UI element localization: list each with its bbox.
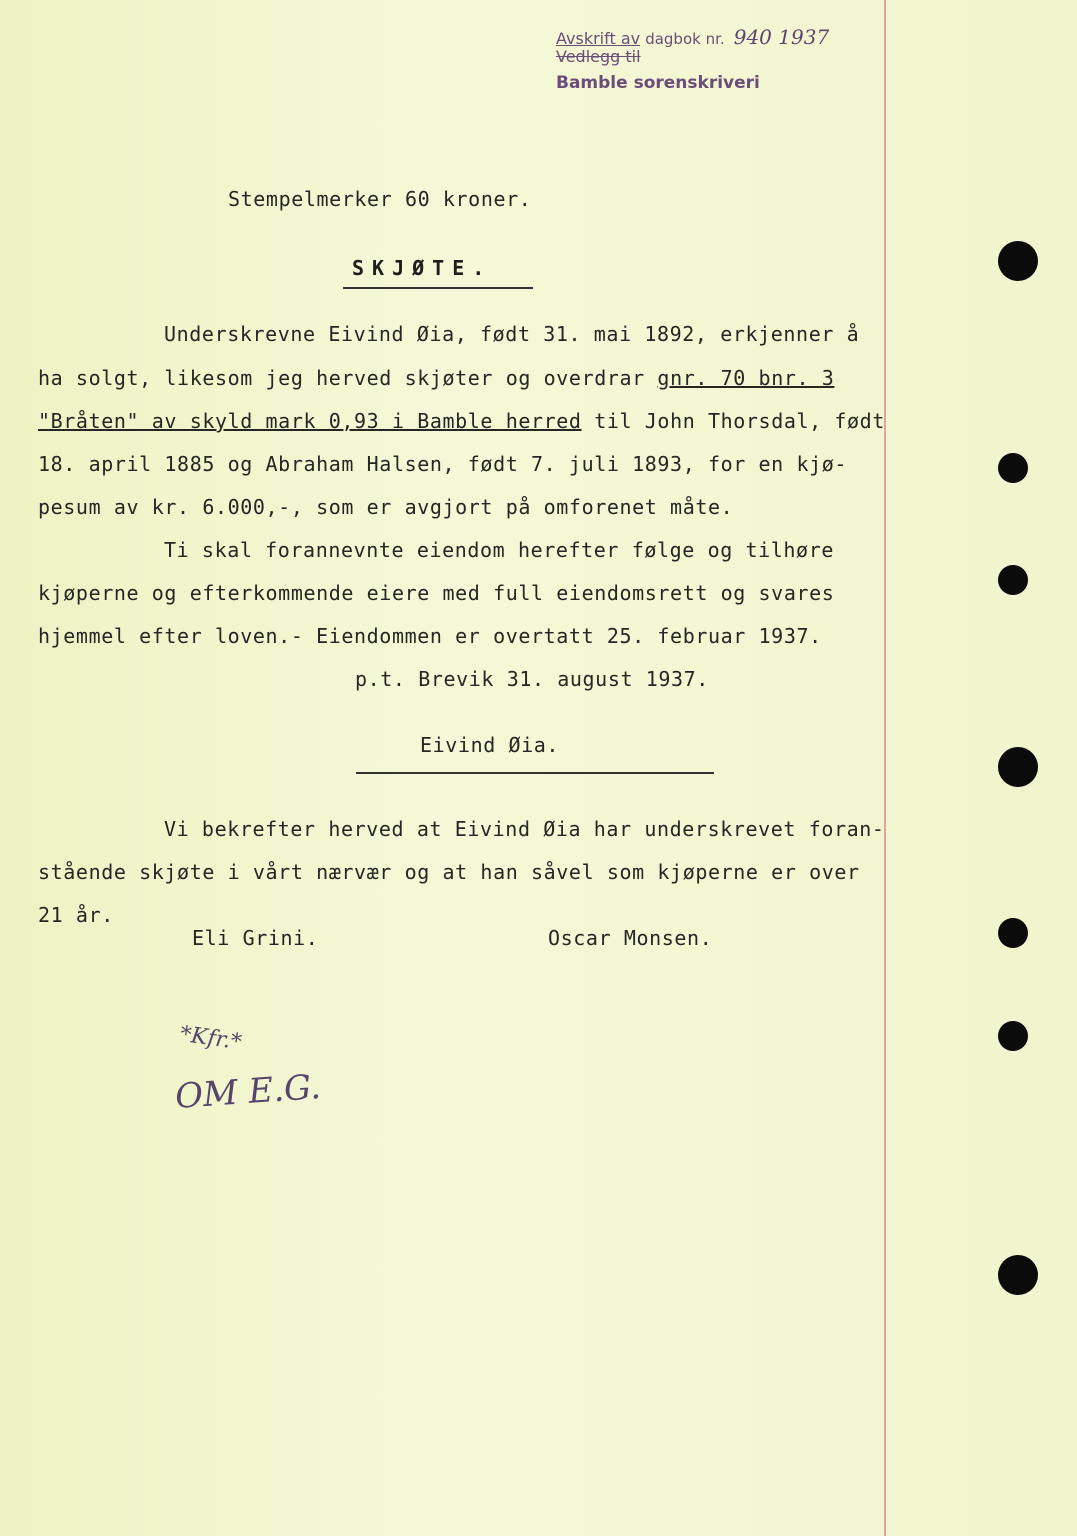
seller-signature: Eivind Øia. bbox=[420, 733, 560, 757]
stamp-office: Bamble sorenskriveri bbox=[556, 73, 760, 93]
body-line-3-text: til John Thorsdal, født bbox=[581, 409, 885, 433]
margin-line bbox=[884, 0, 886, 1536]
document-title: SKJØTE. bbox=[352, 256, 493, 280]
place-date-line: p.t. Brevik 31. august 1937. bbox=[355, 667, 709, 691]
witness-line-1: Vi bekrefter herved at Eivind Øia har underskrevet foran- bbox=[164, 817, 885, 841]
punch-hole bbox=[998, 453, 1028, 483]
property-number: gnr. 70 bnr. 3 bbox=[657, 366, 835, 390]
punch-hole bbox=[998, 1021, 1028, 1051]
handwritten-initials: OM E.G. bbox=[173, 1066, 323, 1118]
registry-stamp bbox=[556, 25, 830, 93]
witness-line-2: stående skjøte i vårt nærvær og at han såvel som kjøperne er over bbox=[38, 860, 860, 884]
witness-line-3: 21 år. bbox=[38, 903, 114, 927]
punch-hole bbox=[998, 918, 1028, 948]
body-line-3 bbox=[38, 409, 885, 433]
body-line-4: 18. april 1885 og Abraham Halsen, født 7. juli 1893, for en kjø- bbox=[38, 452, 848, 476]
title-underline bbox=[343, 287, 533, 289]
punch-hole bbox=[998, 747, 1038, 787]
property-description: "Bråten" av skyld mark 0,93 i Bamble herred bbox=[38, 409, 582, 433]
punch-hole bbox=[998, 565, 1028, 595]
body-line-2 bbox=[38, 366, 834, 390]
kfr-annotation: *Kfr.* bbox=[178, 1021, 244, 1056]
witness-signature-1: Eli Grini. bbox=[192, 926, 319, 950]
body-line-6: Ti skal forannevnte eiendom herefter følge og tilhøre bbox=[164, 538, 834, 562]
body-line-7: kjøperne og efterkommende eiere med full eiendomsrett og svares bbox=[38, 581, 835, 605]
body-line-8: hjemmel efter loven.- Eiendommen er overtatt 25. februar 1937. bbox=[38, 624, 822, 648]
stamp-fee-line: Stempelmerker 60 kroner. bbox=[228, 187, 532, 211]
witness-signature-2: Oscar Monsen. bbox=[548, 926, 713, 950]
stamp-vedlegg-label: Vedlegg til bbox=[556, 47, 641, 66]
punch-hole bbox=[998, 241, 1038, 281]
body-line-2-text: ha solgt, likesom jeg herved skjøter og overdrar bbox=[38, 366, 658, 390]
body-line-5: pesum av kr. 6.000,-, som er avgjort på omforenet måte. bbox=[38, 495, 734, 519]
punch-hole bbox=[998, 1255, 1038, 1295]
body-line-1: Underskrevne Eivind Øia, født 31. mai 1892, erkjenner å bbox=[164, 322, 860, 346]
stamp-dagbok-number: 940 1937 bbox=[733, 25, 830, 49]
stamp-row-1 bbox=[556, 25, 830, 49]
signature-rule bbox=[356, 772, 714, 774]
stamp-dagbok-label: dagbok nr. bbox=[645, 30, 725, 48]
stamp-avskrift-label: Avskrift av bbox=[556, 29, 641, 48]
